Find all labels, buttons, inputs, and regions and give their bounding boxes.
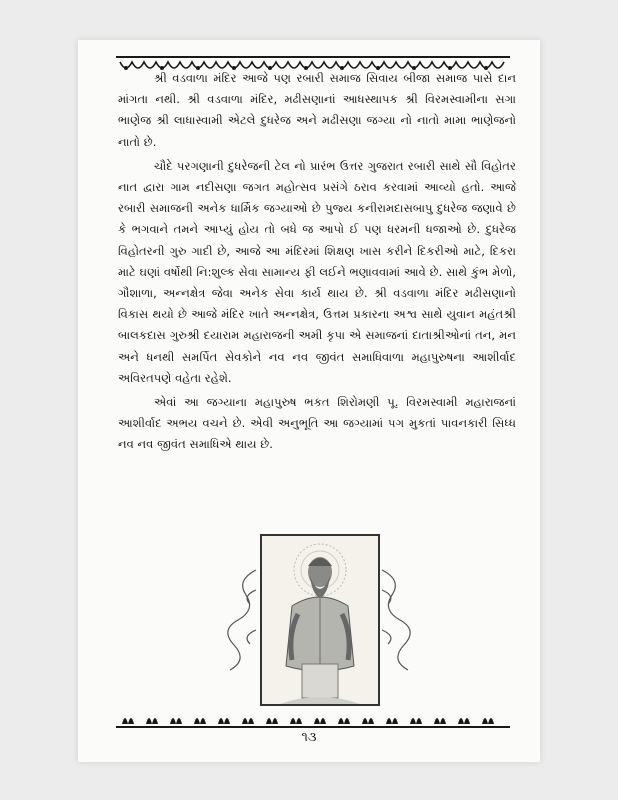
article-body [118, 68, 516, 459]
left-flourish-ornament [218, 560, 258, 680]
paragraph-3: એવાં આ જગ્યાના મહાપુરુષ ભકત શિરોમણી પૂ. વિરમસ્વામી મહારાજનાં આશીર્વાદ અભય વચને છે. એવી અનુભૂતિ આ જગ્યામાં પગ મુકતાં પાવનકારી સિધ્ધ નવ નવ જીવંત સમાધિએ થાય છે. [118, 395, 516, 452]
document-page [78, 40, 540, 762]
paragraph-1: શ્રી વડવાળા મંદિર આજે પણ રબારી સમાજ સિવાય બીજા સમાજ પાસે દાન માંગતા નથી. શ્રી વડવાળા મંદિર, મઢીસણાનાં આધસ્થાપક શ્રી વિરમસ્વામીના સગા ભાણેજ શ્રી લાધાસ્વામી એટલે દુધરેજ અને મઢીસણા જગ્યા નો નાતો મામા ભાણેજનો નાતો છે. [118, 71, 516, 149]
bottom-ornamental-border [116, 708, 510, 730]
right-flourish-ornament [380, 560, 420, 680]
paragraph-2: ચૌદે પરગણાની દુધરેજની ટેલ નો પ્રારંભ ઉત્તર ગુજરાત રબારી સાથે સૌ વિહોતર નાત દ્વારા ગામ નદીસણા જગત મહોત્સવ પ્રસંગે ઠરાવ કરવામાં આવ્યો હતો. આજે રબારી સમાજની અનેક ધાર્મિક જગ્યાઓ છે પુજ્ય કનીરામદાસબાપુ દુધરેજ જણાવે છે કે ભગવાને તમને આપ્યું હોય તો બધે જ આપો ઈ પણ ધરમની ધજાઓ છે. દુધરેજ વિહોતરની ગુરુ ગાદી છે, આજે આ મંદિરમાં શિક્ષણ ખાસ કરીને દિકરીઓ માટે, દિકરા માટે ઘણાં વર્ષોથી નિ:શુલ્ક સેવા સામાન્ય ફી લઈને ભણાવવામાં આવે છે. સાથે કુંભ મેળો, ગૌશાળા, અન્નક્ષેત્ર જેવા અનેક સેવા કાર્ય થાય છે. શ્રી વડવાળા મંદિર મઢીસણાનો વિકાસ થયો છે આજે મંદિર ખાતે અન્નક્ષેત્ર, ઉત્તમ પ્રકારના અશ્વ સાથે યુવાન મહંતશ્રી બાલકદાસ ગુરુશ્રી દયારામ મહારાજની અમી કૃપા એ સમાજનાં દાતાશ્રીઓનાં તન, મન અને ધનથી સમર્પિત સેવકોને નવ નવ જીવંત સમાધિવાળા મહાપુરુષના આશીર્વાદ અવિરતપણે વહેતા રહેશે. [118, 158, 516, 385]
saint-portrait [260, 534, 380, 706]
portrait-illustration [262, 536, 378, 704]
page-number: ૧૩ [301, 730, 317, 745]
